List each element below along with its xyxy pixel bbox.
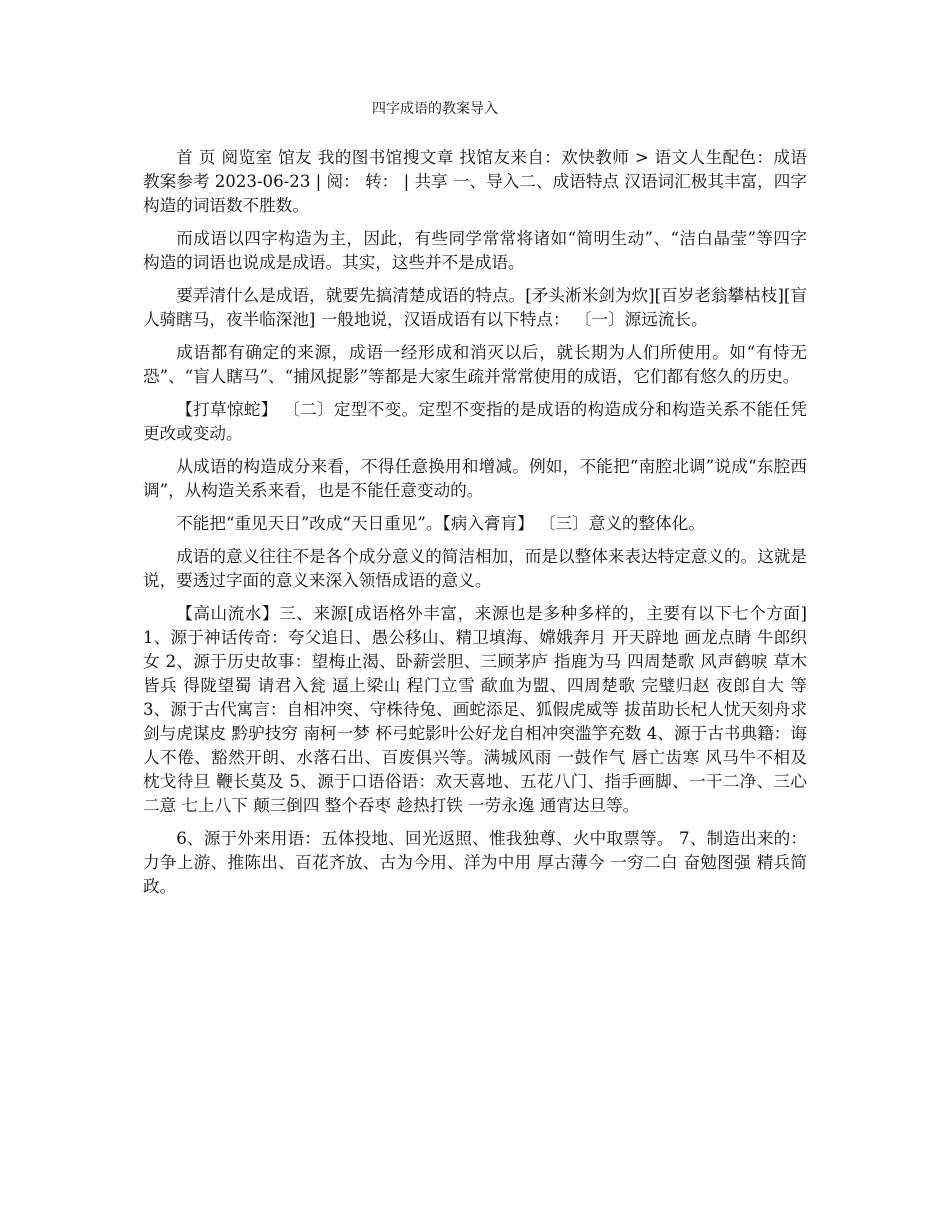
paragraph-nav-intro: 首 页 阅览室 馆友 我的图书馆搜文章 找馆友来自：欢快教师 > 语文人生配色：成语 教案参考 2023-06-23 | 阅： 转： | 共享 一、导入二、成语特点 汉语词汇极其丰富，四字构造的词语数不胜数。 (143, 148, 807, 215)
paragraph: 【打草惊蛇】 〔二〕定型不变。定型不变指的是成语的构造成分和构造关系不能任凭更改或变动。 (143, 400, 807, 443)
document-body (143, 146, 807, 908)
paragraph: 从成语的构造成分来看，不得任意换用和增减。例如，不能把“南腔北调”说成“东腔西调”，从构造关系来看，也是不能任意变动的。 (143, 457, 807, 500)
paragraph: 不能把“重见天日”改成“天日重见”。【病入膏肓】 〔三〕意义的整体化。 (176, 514, 705, 533)
paragraph-sources: 【高山流水】三、来源[成语格外丰富，来源也是多种多样的，主要有以下七个方面]1、源于神话传奇：夸父追日、愚公移山、精卫填海、嫦娥奔月 开天辟地 画龙点睛 牛郎织女 2、源于历史故事：望梅止渴、卧薪尝胆、三顾茅庐 指鹿为马 四周楚歌 风声鹤唳 草木皆兵 得陇望蜀 请君入瓮 逼上梁山 程门立雪 歃血为盟、四周楚歌 完璧归赵 夜郎自大 等 3、源于古代寓言：自相冲突、守株待兔、画蛇添足、狐假虎威等 拔苗助长杞人忧天刻舟求剑与虎谋皮 黔驴技穷 南柯一梦 杯弓蛇影叶公好龙自相冲突滥竽充数 4、源于古书典籍：诲人不倦、豁然开朗、水落石出、百废俱兴等。满城风雨 一鼓作气 唇亡齿寒 风马牛不相及 枕戈待旦 鞭长莫及 5、源于口语俗语：欢天喜地、五花八门、指手画脚、一干二净、三心二意 七上八下 颠三倒四 整个吞枣 趁热打铁 一劳永逸 通宵达旦等。 (143, 604, 807, 815)
paragraph: 成语都有确定的来源，成语一经形成和消灭以后，就长期为人们所使用。如“有恃无恐”、“盲人瞎马”、“捕风捉影”等都是大家生疏并常常使用的成语，它们都有悠久的历史。 (143, 343, 807, 386)
paragraph: 而成语以四字构造为主，因此，有些同学常常将诸如“简明生动”、“洁白晶莹”等四字构造的词语也说成是成语。其实，这些并不是成语。 (143, 229, 807, 272)
paragraph: 要弄清什么是成语，就要先搞清楚成语的特点。[矛头淅米剑为炊][百岁老翁攀枯枝][盲人骑瞎马，夜半临深池] 一般地说，汉语成语有以下特点： 〔一〕源远流长。 (143, 286, 807, 329)
paragraph: 成语的意义往往不是各个成分意义的简洁相加，而是以整体来表达特定意义的。这就是说，要透过字面的意义来深入领悟成语的意义。 (143, 547, 807, 590)
document-title: 四字成语的教案导入 (372, 101, 498, 117)
paragraph: 6、源于外来用语：五体投地、回光返照、惟我独尊、火中取票等。 7、制造出来的：力争上游、推陈出、百花齐放、古为今用、洋为中用 厚古薄今 一穷二白 奋勉图强 精兵简政。 (143, 829, 807, 896)
